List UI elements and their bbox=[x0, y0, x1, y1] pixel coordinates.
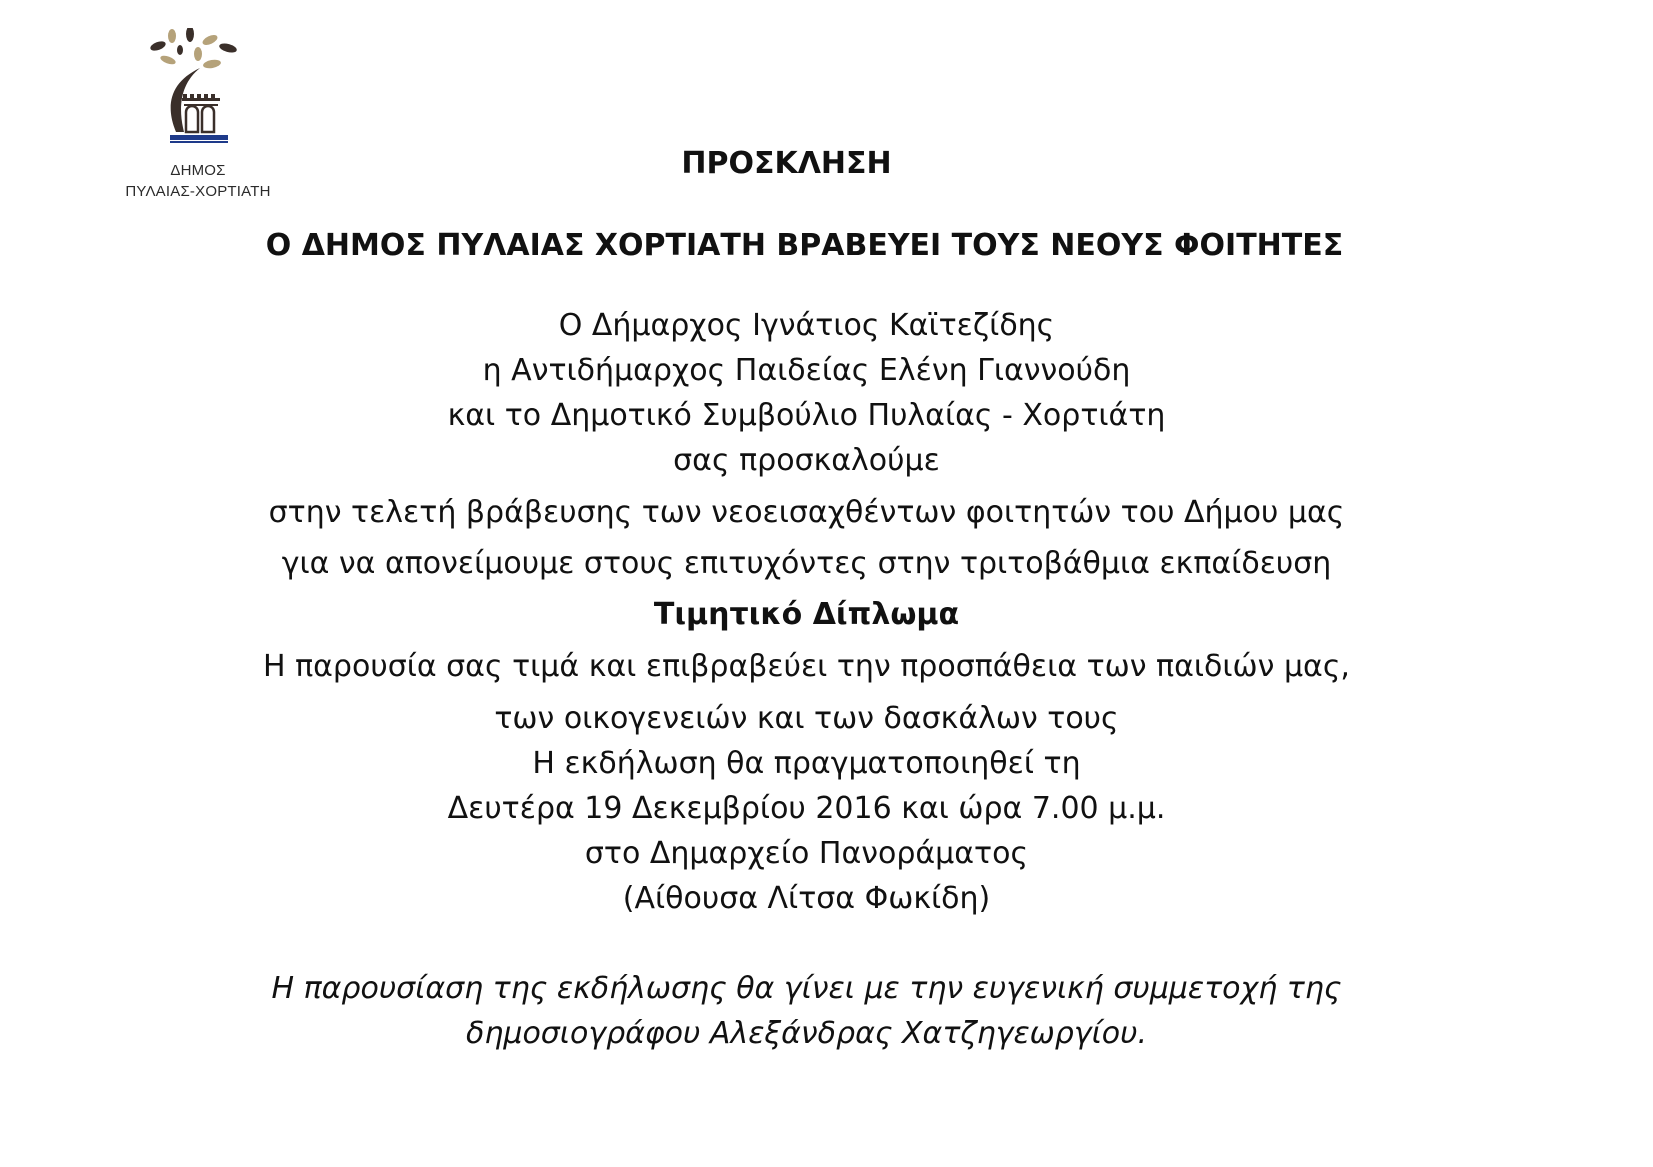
invite-line: σας προσκαλούμε bbox=[673, 443, 940, 478]
presence-line-1: Η παρουσία σας τιμά και επιβραβεύει την προσπάθεια των παιδιών μας, bbox=[263, 649, 1350, 684]
council-line: και το Δημοτικό Συμβούλιο Πυλαίας - Χορτιάτη bbox=[447, 398, 1166, 433]
footer-line-1: Η παρουσίαση της εκδήλωσης θα γίνει με την ευγενική συμμετοχή της bbox=[271, 971, 1342, 1006]
deputy-mayor-line: η Αντιδήμαρχος Παιδείας Ελένη Γιαννούδη bbox=[482, 353, 1131, 388]
mayor-line: Ο Δήμαρχος Ιγνάτιος Καϊτεζίδης bbox=[558, 308, 1055, 343]
footer-line-2: δημοσιογράφου Αλεξάνδρας Χατζηγεωργίου. bbox=[465, 1016, 1148, 1051]
presence-line-2: των οικογενειών και των δασκάλων τους bbox=[494, 701, 1119, 736]
award-name: Τιμητικό Δίπλωμα bbox=[653, 597, 960, 632]
venue-line: στο Δημαρχείο Πανοράματος bbox=[584, 836, 1029, 871]
award-purpose-line: για να απονείμουμε στους επιτυχόντες στην τριτοβάθμια εκπαίδευση bbox=[281, 546, 1332, 581]
event-intro-line: Η εκδήλωση θα πραγματοποιηθεί τη bbox=[532, 746, 1081, 781]
logo-text-line1: ΔΗΜΟΣ bbox=[170, 162, 226, 179]
document-subtitle: Ο ΔΗΜΟΣ ΠΥΛΑΙΑΣ ΧΟΡΤΙΑΤΗ ΒΡΑΒΕΥΕΙ ΤΟΥΣ ΝΕΟΥΣ ΦΟΙΤΗΤΕΣ bbox=[265, 228, 1344, 263]
ceremony-line: στην τελετή βράβευσης των νεοεισαχθέντων φοιτητών του Δήμου μας bbox=[268, 495, 1345, 530]
tree-and-gate-emblem-icon bbox=[148, 28, 248, 146]
document-title: ΠΡΟΣΚΛΗΣΗ bbox=[681, 146, 892, 181]
event-date-line: Δευτέρα 19 Δεκεμβρίου 2016 και ώρα 7.00 μ.μ. bbox=[447, 791, 1166, 826]
hall-line: (Αίθουσα Λίτσα Φωκίδη) bbox=[622, 881, 991, 916]
logo-text-line2: ΠΥΛΑΙΑΣ-ΧΟΡΤΙΑΤΗ bbox=[125, 183, 271, 200]
